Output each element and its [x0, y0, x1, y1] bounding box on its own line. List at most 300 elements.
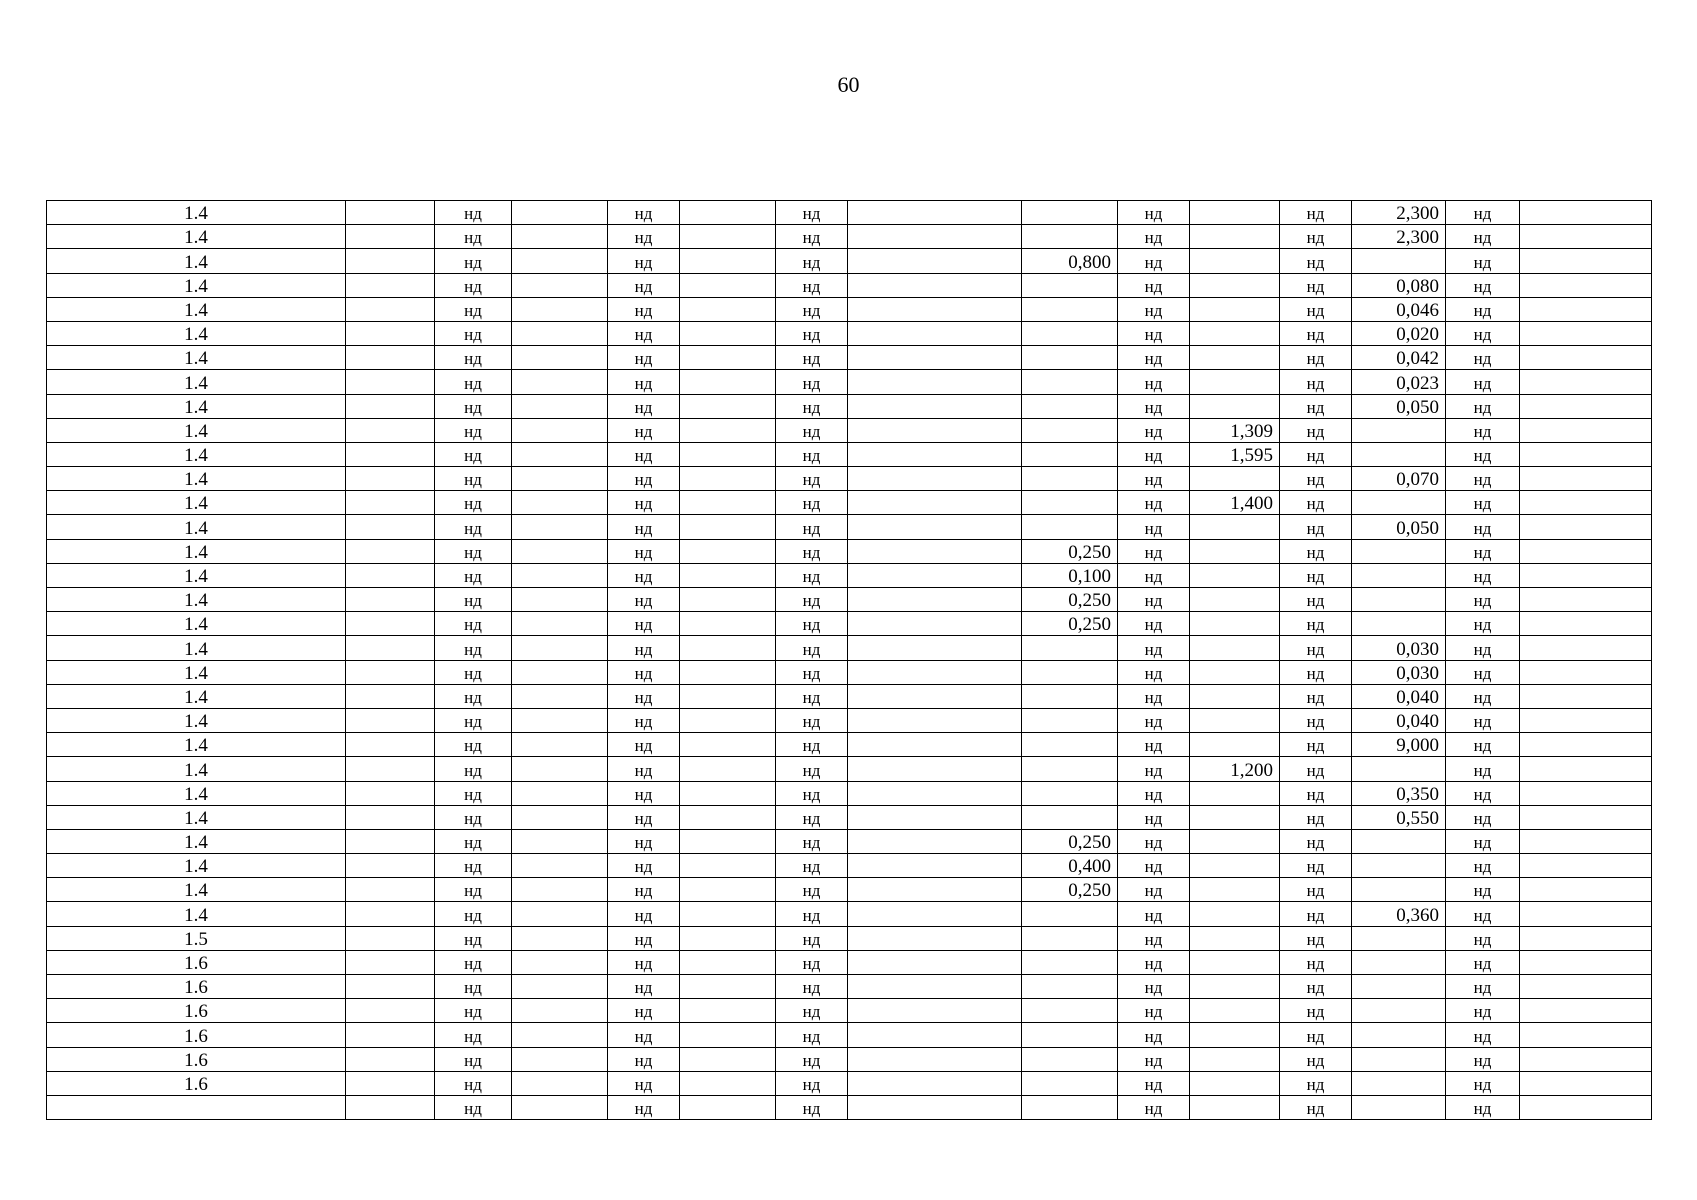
nd-cell: нд	[776, 1023, 848, 1047]
nd-cell: нд	[1118, 297, 1190, 321]
empty-cell	[680, 781, 776, 805]
empty-cell	[680, 1071, 776, 1095]
empty-cell	[680, 442, 776, 466]
nd-cell: нд	[608, 273, 680, 297]
nd-cell: нд	[608, 636, 680, 660]
value-cell	[1022, 902, 1118, 926]
nd-cell: нд	[776, 708, 848, 732]
value-cell	[1190, 878, 1280, 902]
empty-cell	[848, 321, 1022, 345]
table-row	[47, 225, 1652, 249]
nd-cell: нд	[435, 418, 512, 442]
value-cell: 0,030	[1352, 660, 1446, 684]
empty-cell	[346, 757, 435, 781]
empty-cell	[1520, 805, 1652, 829]
nd-cell: нд	[435, 781, 512, 805]
nd-cell: нд	[1446, 1047, 1520, 1071]
table-row	[47, 201, 1652, 225]
empty-cell	[680, 297, 776, 321]
nd-cell: нд	[608, 733, 680, 757]
value-cell	[1022, 370, 1118, 394]
empty-cell	[512, 805, 608, 829]
table-row	[47, 708, 1652, 732]
nd-cell: нд	[776, 999, 848, 1023]
value-cell	[1352, 1095, 1446, 1119]
code-cell: 1.4	[47, 563, 346, 587]
value-cell	[1190, 249, 1280, 273]
empty-cell	[1520, 249, 1652, 273]
nd-cell: нд	[1280, 418, 1352, 442]
table-row	[47, 1071, 1652, 1095]
empty-cell	[346, 1095, 435, 1119]
empty-cell	[1520, 999, 1652, 1023]
value-cell	[1022, 660, 1118, 684]
nd-cell: нд	[435, 201, 512, 225]
nd-cell: нд	[1118, 346, 1190, 370]
nd-cell: нд	[776, 854, 848, 878]
value-cell	[1190, 201, 1280, 225]
nd-cell: нд	[1446, 636, 1520, 660]
empty-cell	[848, 225, 1022, 249]
empty-cell	[1520, 902, 1652, 926]
value-cell	[1190, 273, 1280, 297]
code-cell: 1.4	[47, 588, 346, 612]
nd-cell: нд	[1118, 612, 1190, 636]
nd-cell: нд	[1280, 1095, 1352, 1119]
empty-cell	[848, 539, 1022, 563]
nd-cell: нд	[1446, 370, 1520, 394]
nd-cell: нд	[1446, 321, 1520, 345]
nd-cell: нд	[1446, 975, 1520, 999]
value-cell	[1022, 1071, 1118, 1095]
empty-cell	[680, 805, 776, 829]
table-row	[47, 563, 1652, 587]
nd-cell: нд	[435, 999, 512, 1023]
empty-cell	[512, 225, 608, 249]
value-cell	[1022, 418, 1118, 442]
nd-cell: нд	[1280, 491, 1352, 515]
nd-cell: нд	[435, 1071, 512, 1095]
value-cell	[1022, 273, 1118, 297]
nd-cell: нд	[1118, 926, 1190, 950]
nd-cell: нд	[435, 225, 512, 249]
empty-cell	[680, 660, 776, 684]
value-cell	[1022, 297, 1118, 321]
nd-cell: нд	[776, 902, 848, 926]
empty-cell	[848, 1047, 1022, 1071]
value-cell	[1190, 612, 1280, 636]
value-cell: 0,070	[1352, 467, 1446, 491]
nd-cell: нд	[1118, 1047, 1190, 1071]
value-cell: 0,250	[1022, 588, 1118, 612]
empty-cell	[1520, 781, 1652, 805]
empty-cell	[346, 684, 435, 708]
nd-cell: нд	[1118, 999, 1190, 1023]
nd-cell: нд	[776, 926, 848, 950]
empty-cell	[512, 539, 608, 563]
empty-cell	[680, 418, 776, 442]
empty-cell	[1520, 346, 1652, 370]
nd-cell: нд	[1446, 829, 1520, 853]
code-cell: 1.4	[47, 636, 346, 660]
empty-cell	[680, 708, 776, 732]
value-cell	[1190, 225, 1280, 249]
nd-cell: нд	[1446, 539, 1520, 563]
nd-cell: нд	[1446, 442, 1520, 466]
empty-cell	[1520, 442, 1652, 466]
value-cell	[1190, 781, 1280, 805]
nd-cell: нд	[776, 878, 848, 902]
value-cell	[1190, 636, 1280, 660]
nd-cell: нд	[435, 1047, 512, 1071]
nd-cell: нд	[1118, 733, 1190, 757]
nd-cell: нд	[776, 781, 848, 805]
table-row	[47, 539, 1652, 563]
nd-cell: нд	[776, 805, 848, 829]
nd-cell: нд	[776, 394, 848, 418]
nd-cell: нд	[1280, 442, 1352, 466]
table-row	[47, 733, 1652, 757]
empty-cell	[1520, 612, 1652, 636]
empty-cell	[848, 733, 1022, 757]
nd-cell: нд	[1280, 539, 1352, 563]
nd-cell: нд	[776, 249, 848, 273]
code-cell: 1.4	[47, 805, 346, 829]
table-row	[47, 805, 1652, 829]
empty-cell	[512, 273, 608, 297]
nd-cell: нд	[1118, 273, 1190, 297]
nd-cell: нд	[435, 950, 512, 974]
value-cell	[1022, 201, 1118, 225]
empty-cell	[512, 1071, 608, 1095]
nd-cell: нд	[1118, 418, 1190, 442]
table-row	[47, 321, 1652, 345]
empty-cell	[848, 346, 1022, 370]
empty-cell	[680, 249, 776, 273]
empty-cell	[848, 926, 1022, 950]
table-row	[47, 442, 1652, 466]
nd-cell: нд	[1446, 394, 1520, 418]
empty-cell	[346, 321, 435, 345]
empty-cell	[1520, 1095, 1652, 1119]
empty-cell	[1520, 926, 1652, 950]
empty-cell	[1520, 684, 1652, 708]
empty-cell	[1520, 225, 1652, 249]
nd-cell: нд	[608, 829, 680, 853]
nd-cell: нд	[1280, 878, 1352, 902]
empty-cell	[1520, 854, 1652, 878]
nd-cell: нд	[1280, 708, 1352, 732]
empty-cell	[512, 418, 608, 442]
code-cell: 1.4	[47, 394, 346, 418]
nd-cell: нд	[1446, 1071, 1520, 1095]
empty-cell	[1520, 467, 1652, 491]
empty-cell	[1520, 757, 1652, 781]
nd-cell: нд	[608, 249, 680, 273]
value-cell	[1352, 588, 1446, 612]
empty-cell	[1520, 321, 1652, 345]
nd-cell: нд	[608, 297, 680, 321]
empty-cell	[512, 297, 608, 321]
nd-cell: нд	[1280, 781, 1352, 805]
value-cell: 0,800	[1022, 249, 1118, 273]
empty-cell	[346, 491, 435, 515]
nd-cell: нд	[435, 975, 512, 999]
nd-cell: нд	[1446, 297, 1520, 321]
code-cell: 1.4	[47, 273, 346, 297]
table-row	[47, 975, 1652, 999]
empty-cell	[1520, 660, 1652, 684]
nd-cell: нд	[1118, 902, 1190, 926]
value-cell	[1022, 346, 1118, 370]
value-cell	[1022, 708, 1118, 732]
code-cell: 1.4	[47, 201, 346, 225]
nd-cell: нд	[435, 346, 512, 370]
empty-cell	[346, 926, 435, 950]
empty-cell	[680, 1023, 776, 1047]
nd-cell: нд	[608, 902, 680, 926]
empty-cell	[512, 660, 608, 684]
nd-cell: нд	[1118, 1023, 1190, 1047]
page-number: 60	[837, 72, 860, 97]
value-cell	[1190, 467, 1280, 491]
nd-cell: нд	[776, 829, 848, 853]
empty-cell	[680, 684, 776, 708]
nd-cell: нд	[776, 950, 848, 974]
table-row	[47, 902, 1652, 926]
nd-cell: нд	[776, 225, 848, 249]
code-cell: 1.6	[47, 950, 346, 974]
nd-cell: нд	[435, 539, 512, 563]
nd-cell: нд	[1280, 926, 1352, 950]
nd-cell: нд	[1446, 515, 1520, 539]
empty-cell	[680, 950, 776, 974]
nd-cell: нд	[1446, 878, 1520, 902]
empty-cell	[346, 249, 435, 273]
nd-cell: нд	[435, 684, 512, 708]
value-cell: 0,080	[1352, 273, 1446, 297]
value-cell: 2,300	[1352, 225, 1446, 249]
nd-cell: нд	[1446, 805, 1520, 829]
nd-cell: нд	[1446, 612, 1520, 636]
value-cell	[1022, 1023, 1118, 1047]
nd-cell: нд	[435, 660, 512, 684]
table-row	[47, 370, 1652, 394]
empty-cell	[512, 829, 608, 853]
nd-cell: нд	[1118, 950, 1190, 974]
nd-cell: нд	[608, 515, 680, 539]
value-cell: 0,023	[1352, 370, 1446, 394]
value-cell	[1352, 975, 1446, 999]
empty-cell	[512, 515, 608, 539]
table-row	[47, 297, 1652, 321]
empty-cell	[680, 467, 776, 491]
empty-cell	[848, 442, 1022, 466]
value-cell: 0,042	[1352, 346, 1446, 370]
nd-cell: нд	[435, 394, 512, 418]
empty-cell	[512, 854, 608, 878]
nd-cell: нд	[1280, 975, 1352, 999]
nd-cell: нд	[608, 491, 680, 515]
nd-cell: нд	[1280, 999, 1352, 1023]
nd-cell: нд	[1118, 491, 1190, 515]
empty-cell	[346, 1023, 435, 1047]
table-row	[47, 878, 1652, 902]
value-cell	[1190, 1023, 1280, 1047]
empty-cell	[346, 515, 435, 539]
nd-cell: нд	[1118, 588, 1190, 612]
nd-cell: нд	[1280, 515, 1352, 539]
nd-cell: нд	[608, 201, 680, 225]
empty-cell	[1520, 394, 1652, 418]
code-cell	[47, 1095, 346, 1119]
nd-cell: нд	[776, 757, 848, 781]
nd-cell: нд	[435, 612, 512, 636]
empty-cell	[346, 950, 435, 974]
nd-cell: нд	[1446, 926, 1520, 950]
empty-cell	[680, 733, 776, 757]
nd-cell: нд	[1280, 684, 1352, 708]
nd-cell: нд	[1280, 757, 1352, 781]
nd-cell: нд	[1118, 225, 1190, 249]
empty-cell	[848, 563, 1022, 587]
nd-cell: нд	[1446, 467, 1520, 491]
nd-cell: нд	[1446, 1095, 1520, 1119]
nd-cell: нд	[1280, 370, 1352, 394]
nd-cell: нд	[608, 975, 680, 999]
nd-cell: нд	[1280, 273, 1352, 297]
value-cell	[1190, 1047, 1280, 1071]
value-cell: 0,250	[1022, 829, 1118, 853]
nd-cell: нд	[1118, 781, 1190, 805]
nd-cell: нд	[435, 491, 512, 515]
code-cell: 1.4	[47, 612, 346, 636]
value-cell	[1352, 1023, 1446, 1047]
value-cell: 0,350	[1352, 781, 1446, 805]
empty-cell	[848, 636, 1022, 660]
value-cell	[1022, 733, 1118, 757]
empty-cell	[680, 588, 776, 612]
nd-cell: нд	[776, 539, 848, 563]
empty-cell	[1520, 708, 1652, 732]
table-row	[47, 346, 1652, 370]
nd-cell: нд	[1446, 733, 1520, 757]
empty-cell	[346, 588, 435, 612]
nd-cell: нд	[1118, 708, 1190, 732]
value-cell	[1190, 805, 1280, 829]
empty-cell	[848, 708, 1022, 732]
nd-cell: нд	[1446, 660, 1520, 684]
nd-cell: нд	[776, 563, 848, 587]
nd-cell: нд	[776, 273, 848, 297]
empty-cell	[512, 999, 608, 1023]
empty-cell	[848, 902, 1022, 926]
nd-cell: нд	[1280, 249, 1352, 273]
empty-cell	[512, 684, 608, 708]
value-cell	[1190, 1095, 1280, 1119]
value-cell: 0,050	[1352, 515, 1446, 539]
nd-cell: нд	[1280, 1047, 1352, 1071]
empty-cell	[1520, 950, 1652, 974]
value-cell	[1352, 491, 1446, 515]
code-cell: 1.4	[47, 539, 346, 563]
value-cell	[1190, 660, 1280, 684]
nd-cell: нд	[608, 394, 680, 418]
empty-cell	[346, 1047, 435, 1071]
empty-cell	[680, 829, 776, 853]
empty-cell	[512, 467, 608, 491]
nd-cell: нд	[1280, 201, 1352, 225]
nd-cell: нд	[608, 660, 680, 684]
nd-cell: нд	[1280, 297, 1352, 321]
value-cell	[1190, 563, 1280, 587]
value-cell	[1190, 588, 1280, 612]
empty-cell	[346, 225, 435, 249]
nd-cell: нд	[1446, 201, 1520, 225]
empty-cell	[680, 1095, 776, 1119]
code-cell: 1.6	[47, 975, 346, 999]
nd-cell: нд	[435, 515, 512, 539]
value-cell	[1190, 902, 1280, 926]
nd-cell: нд	[435, 636, 512, 660]
nd-cell: нд	[1446, 418, 1520, 442]
nd-cell: нд	[435, 1095, 512, 1119]
nd-cell: нд	[776, 1095, 848, 1119]
nd-cell: нд	[435, 902, 512, 926]
code-cell: 1.4	[47, 757, 346, 781]
empty-cell	[848, 781, 1022, 805]
code-cell: 1.4	[47, 442, 346, 466]
value-cell	[1190, 829, 1280, 853]
empty-cell	[680, 757, 776, 781]
code-cell: 1.4	[47, 733, 346, 757]
nd-cell: нд	[776, 321, 848, 345]
nd-cell: нд	[1446, 491, 1520, 515]
value-cell	[1352, 563, 1446, 587]
code-cell: 1.4	[47, 902, 346, 926]
nd-cell: нд	[1118, 1071, 1190, 1095]
code-cell: 1.4	[47, 297, 346, 321]
value-cell	[1352, 539, 1446, 563]
empty-cell	[512, 491, 608, 515]
table-row	[47, 636, 1652, 660]
nd-cell: нд	[776, 297, 848, 321]
nd-cell: нд	[608, 1047, 680, 1071]
nd-cell: нд	[776, 201, 848, 225]
empty-cell	[1520, 539, 1652, 563]
nd-cell: нд	[1280, 636, 1352, 660]
empty-cell	[848, 588, 1022, 612]
empty-cell	[346, 612, 435, 636]
table-row	[47, 418, 1652, 442]
nd-cell: нд	[435, 273, 512, 297]
empty-cell	[680, 201, 776, 225]
code-cell: 1.6	[47, 999, 346, 1023]
nd-cell: нд	[776, 975, 848, 999]
nd-cell: нд	[608, 854, 680, 878]
empty-cell	[848, 612, 1022, 636]
nd-cell: нд	[1118, 515, 1190, 539]
nd-cell: нд	[608, 950, 680, 974]
value-cell: 0,360	[1352, 902, 1446, 926]
nd-cell: нд	[435, 829, 512, 853]
nd-cell: нд	[1280, 1071, 1352, 1095]
empty-cell	[848, 854, 1022, 878]
value-cell: 1,200	[1190, 757, 1280, 781]
nd-cell: нд	[1446, 563, 1520, 587]
value-cell	[1352, 999, 1446, 1023]
empty-cell	[1520, 297, 1652, 321]
